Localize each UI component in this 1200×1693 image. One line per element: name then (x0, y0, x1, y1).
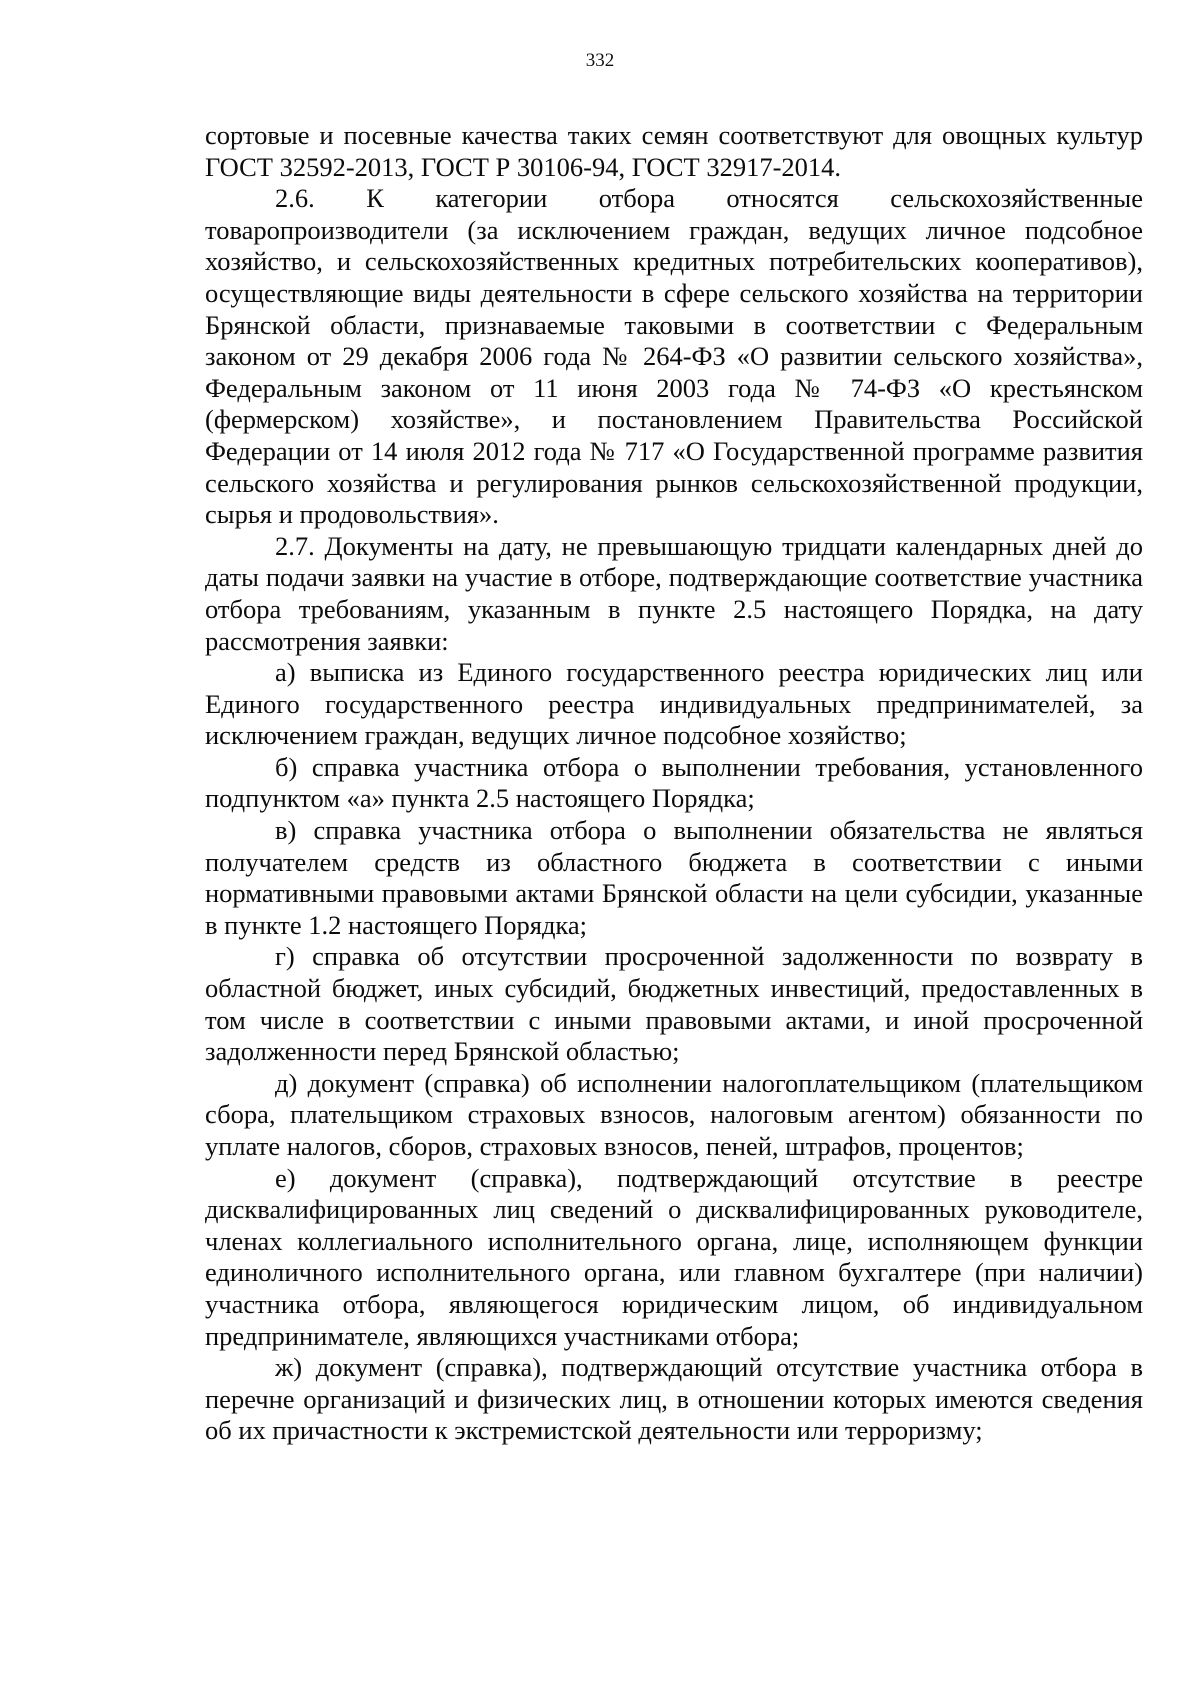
paragraph-item-b: б) справка участника отбора о выполнении требования, установленного подпунктом «а» пункта 2.5 настоящего Порядка; (205, 751, 1143, 814)
document-body (205, 120, 1143, 1447)
paragraph-item-v: в) справка участника отбора о выполнении обязательства не являться получателем средств из областного бюджета в соответствии с иными нормативными правовыми актами Брянской области на цели субсидии, указанные в пункте 1.2 настоящего Порядка; (205, 815, 1143, 940)
paragraph-2-7: 2.7. Документы на дату, не превышающую тридцати календарных дней до даты подачи заявки на участие в отборе, подтверждающие соответствие участника отбора требованиям, указанным в пункте 2.5 настоящего Порядка, на дату рассмотрения заявки: (205, 530, 1143, 656)
paragraph-item-zh: ж) документ (справка), подтверждающий отсутствие участника отбора в перечне организаций и физических лиц, в отношении которых имеются сведения об их причастности к экстремистской деятельности или терроризму; (205, 1352, 1143, 1446)
paragraph-2-6: 2.6. К категории отбора относятся сельскохозяйственные товаропроизводители (за исключением граждан, ведущих личное подсобное хозяйство, и сельскохозяйственных кредитных потребительских кооперативов), осуществляющие виды деятельности в сфере сельского хозяйства на территории Брянской области, признаваемые таковыми в соответствии с Федеральным законом от 29 декабря 2006 года № 264-ФЗ «О развитии сельского хозяйства», Федеральным законом от 11 июня 2003 года № 74-ФЗ «О крестьянском (фермерском) хозяйстве», и постановлением Правительства Российской Федерации от 14 июля 2012 года № 717 «О Государственной программе развития сельского хозяйства и регулирования рынков сельскохозяйственной продукции, сырья и продовольствия». (205, 183, 1143, 530)
paragraph-item-e: е) документ (справка), подтверждающий отсутствие в реестре дисквалифицированных лиц сведений о дисквалифицированных руководителе, членах коллегиального исполнительного органа, лице, исполняющем функции единоличного исполнительного органа, или главном бухгалтере (при наличии) участника отбора, являющегося юридическим лицом, об индивидуальном предпринимателе, являющихся участниками отбора; (205, 1162, 1143, 1351)
paragraph-continuation: сортовые и посевные качества таких семян соответствуют для овощных культур ГОСТ 32592-2013, ГОСТ Р 30106-94, ГОСТ 32917-2014. (205, 120, 1143, 182)
paragraph-item-g: г) справка об отсутствии просроченной задолженности по возврату в областной бюджет, иных субсидий, бюджетных инвестиций, предоставленных в том числе в соответствии с иными правовыми актами, и иной просроченной задолженности перед Брянской областью; (205, 941, 1143, 1067)
paragraph-item-d: д) документ (справка) об исполнении налогоплательщиком (плательщиком сбора, плательщиком страховых взносов, налоговым агентом) обязанности по уплате налогов, сборов, страховых взносов, пеней, штрафов, процентов; (205, 1067, 1143, 1161)
page-number: 332 (585, 50, 615, 71)
paragraph-item-a: а) выписка из Единого государственного реестра юридических лиц или Единого государственного реестра индивидуальных предпринимателей, за исключением граждан, ведущих личное подсобное хозяйство; (205, 657, 1143, 751)
